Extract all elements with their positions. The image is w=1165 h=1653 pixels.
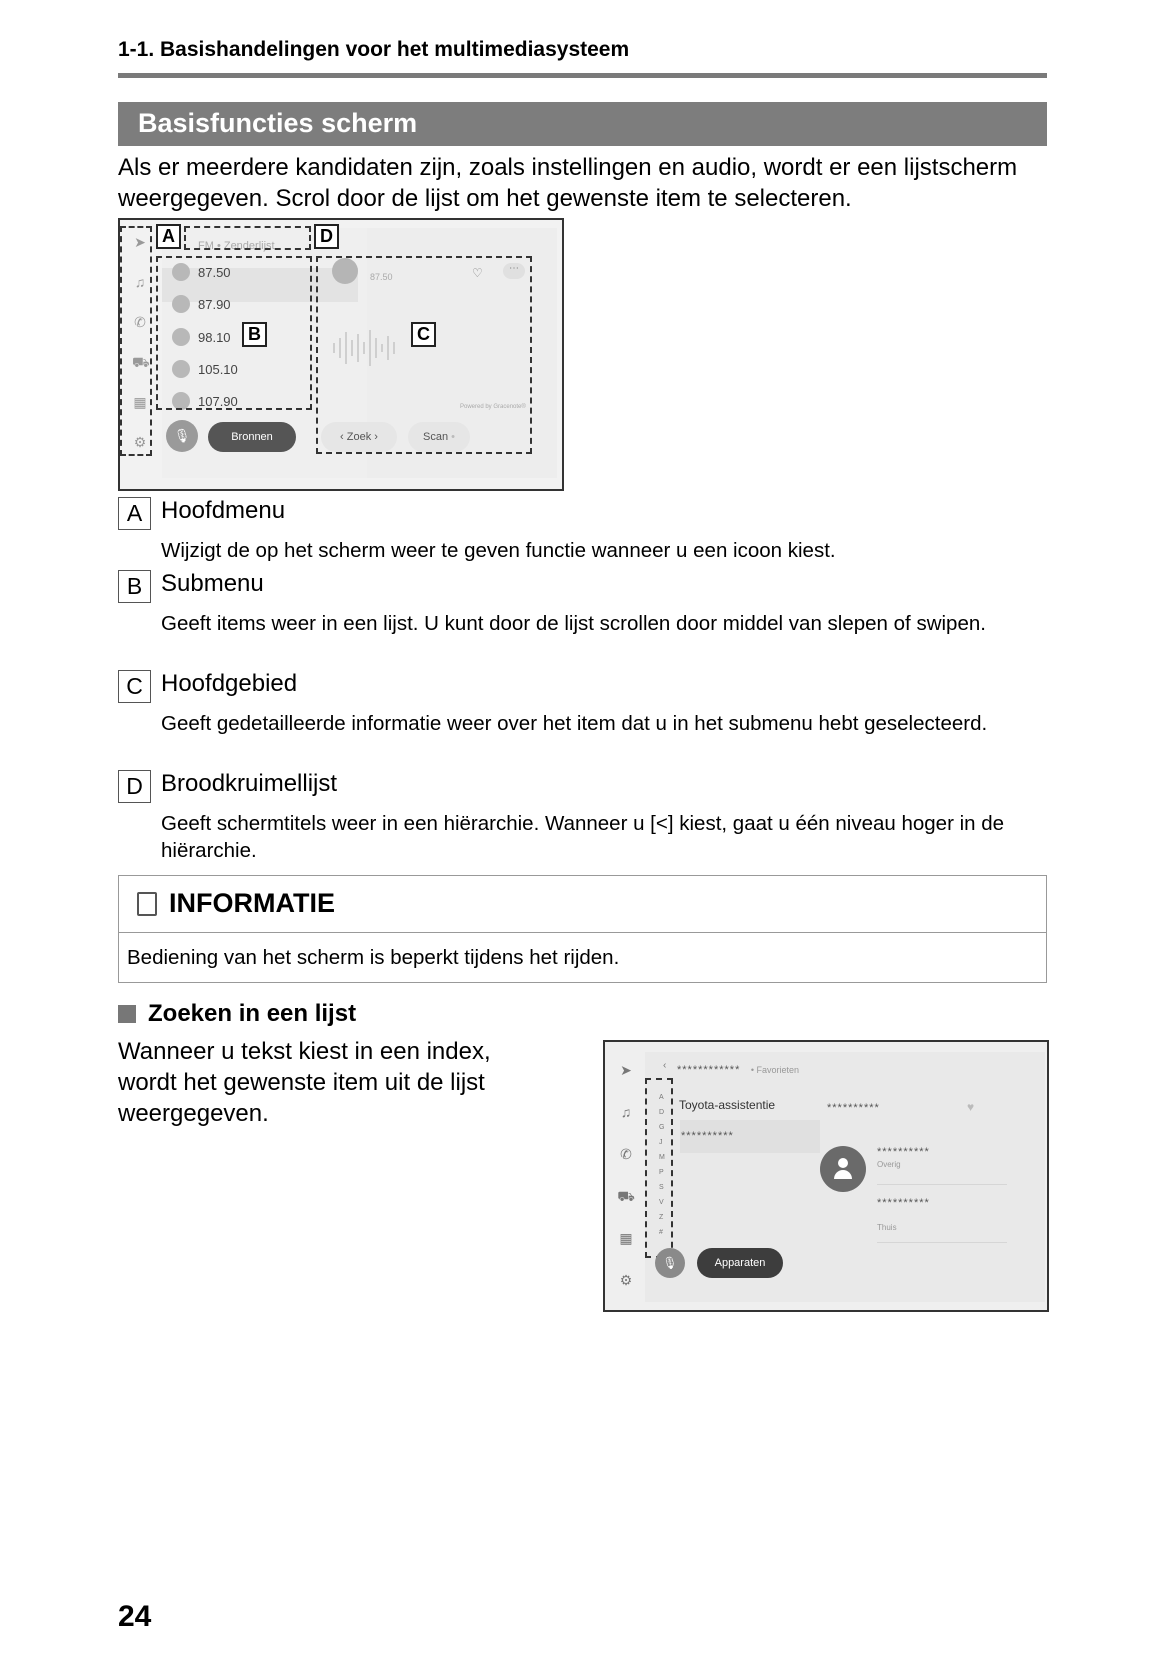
- station-freq: 98.10: [198, 329, 231, 345]
- information-title: INFORMATIE: [169, 888, 335, 918]
- legend-key-b: B: [118, 570, 151, 603]
- mic-icon[interactable]: 🎙: [655, 1248, 685, 1278]
- divider: [877, 1242, 1007, 1243]
- heart-icon[interactable]: ♥: [967, 1100, 975, 1114]
- index-letter[interactable]: Z: [659, 1214, 664, 1221]
- label-c: C: [411, 322, 436, 347]
- phone-entry-type: Overig: [877, 1160, 901, 1169]
- screenshot-radio-list: [118, 218, 564, 491]
- region-d-outline: [184, 226, 311, 250]
- legend-key-c: C: [118, 670, 151, 703]
- legend-key-a: A: [118, 497, 151, 530]
- information-header: [119, 876, 1046, 933]
- avatar-icon: [820, 1146, 866, 1192]
- label-a: A: [156, 224, 181, 249]
- page-number: 24: [118, 1600, 152, 1633]
- intro-paragraph: Als er meerdere kandidaten zijn, zoals instellingen en audio, wordt er een lijstscherm weergegeven. Scrol door de lijst om het gewenste item te selecteren.: [118, 154, 1018, 212]
- subsection-title: Zoeken in een lijst: [148, 1000, 357, 1027]
- subsection-paragraph: Wanneer u tekst kiest in een index, wordt het gewenste item uit de lijst weergegeven.: [118, 1038, 491, 1127]
- car-icon: ⛟: [617, 1188, 635, 1204]
- index-letter[interactable]: J: [659, 1139, 663, 1146]
- devices-button[interactable]: Apparaten: [697, 1248, 783, 1278]
- phone-icon: ✆: [620, 1146, 632, 1162]
- chevron-right-icon: ›: [371, 431, 378, 443]
- index-letter[interactable]: A: [659, 1094, 664, 1101]
- index-letter[interactable]: V: [659, 1199, 664, 1206]
- heart-icon[interactable]: ♡: [472, 266, 483, 280]
- screenshot-contact-list: [603, 1040, 1049, 1312]
- current-frequency: 87.50: [370, 272, 393, 282]
- phone-entry-type: Thuis: [877, 1223, 897, 1232]
- contact-item-masked[interactable]: **********: [681, 1130, 734, 1142]
- breadcrumb: [677, 1060, 799, 1078]
- settings-icon: ⚙: [133, 434, 147, 450]
- legend-title-a: Hoofdmenu: [161, 497, 286, 524]
- phone-icon: ✆: [134, 314, 146, 330]
- book-icon: [137, 892, 157, 916]
- car-icon: ⛟: [132, 354, 150, 370]
- phone-entry-masked[interactable]: **********: [877, 1146, 930, 1158]
- search-label: Zoek: [346, 431, 372, 443]
- breadcrumb: FM • Zenderlijst: [198, 240, 275, 252]
- scan-indicator-icon: •: [451, 431, 455, 443]
- label-d: D: [314, 224, 339, 249]
- music-icon: ♫: [620, 1104, 632, 1120]
- breadcrumb-favorites: • Favorieten: [750, 1065, 800, 1075]
- index-letter[interactable]: G: [659, 1124, 665, 1131]
- apps-icon: ▦: [619, 1230, 633, 1246]
- legend-title-c: Hoofdgebied: [161, 670, 298, 697]
- more-icon[interactable]: ⋯: [503, 263, 525, 279]
- navigation-icon: ➤: [620, 1062, 632, 1078]
- legend-desc-b: Geeft items weer in een lijst. U kunt door de lijst scrollen door middel van slepen of swipen.: [161, 612, 986, 635]
- music-icon: ♫: [134, 274, 146, 290]
- legend-title-b: Submenu: [161, 570, 264, 597]
- legend-desc-a: Wijzigt de op het scherm weer te geven functie wanneer u een icoon kiest.: [161, 539, 836, 562]
- information-box: [118, 875, 1047, 983]
- apps-icon: ▦: [133, 394, 147, 410]
- index-letter[interactable]: M: [659, 1154, 665, 1161]
- legend-key-d: D: [118, 770, 151, 803]
- scan-label: Scan: [423, 431, 449, 443]
- index-letter[interactable]: P: [659, 1169, 664, 1176]
- region-b-outline: [156, 256, 312, 410]
- divider: [877, 1184, 1007, 1185]
- information-text: Bediening van het scherm is beperkt tijdens het rijden.: [127, 946, 620, 969]
- station-freq: 107.90: [198, 393, 238, 409]
- chevron-left-icon: ‹: [340, 431, 347, 443]
- index-letter[interactable]: #: [659, 1229, 663, 1236]
- breadcrumb-masked: ************: [677, 1064, 741, 1076]
- subsection-heading: [118, 1000, 356, 1028]
- legend-title-d: Broodkruimellijst: [161, 770, 338, 797]
- back-chevron-icon[interactable]: ‹: [663, 1060, 667, 1071]
- legend-desc-d: Geeft schermtitels weer in een hiërarchie. Wanneer u [<] kiest, gaat u één niveau hoger in de hiërarchie.: [161, 812, 1005, 862]
- legend-desc-c: Geeft gedetailleerde informatie weer over het item dat u in het submenu hebt geselecteerd.: [161, 712, 988, 735]
- label-b: B: [242, 322, 267, 347]
- detail-name: **********: [827, 1102, 880, 1114]
- index-letter[interactable]: S: [659, 1184, 664, 1191]
- station-freq: 105.10: [198, 361, 238, 377]
- square-bullet-icon: [118, 1005, 136, 1023]
- header-rule: [118, 73, 1047, 78]
- index-letter[interactable]: D: [659, 1109, 665, 1116]
- region-a-outline: [120, 226, 152, 456]
- sources-button[interactable]: Bronnen: [208, 422, 296, 452]
- region-c-outline: [316, 256, 532, 454]
- contact-item[interactable]: Toyota-assistentie: [679, 1098, 776, 1112]
- station-freq: 87.90: [198, 296, 231, 312]
- navigation-icon: ➤: [134, 234, 146, 250]
- settings-icon: ⚙: [619, 1272, 633, 1288]
- phone-entry-masked[interactable]: **********: [877, 1197, 930, 1209]
- powered-by: Powered by Gracenote®: [460, 404, 526, 410]
- mic-icon[interactable]: 🎙: [166, 420, 198, 452]
- running-header: 1-1. Basishandelingen voor het multimediasysteem: [118, 38, 630, 61]
- section-title: Basisfuncties scherm: [118, 102, 1047, 146]
- station-freq: 87.50: [198, 264, 231, 280]
